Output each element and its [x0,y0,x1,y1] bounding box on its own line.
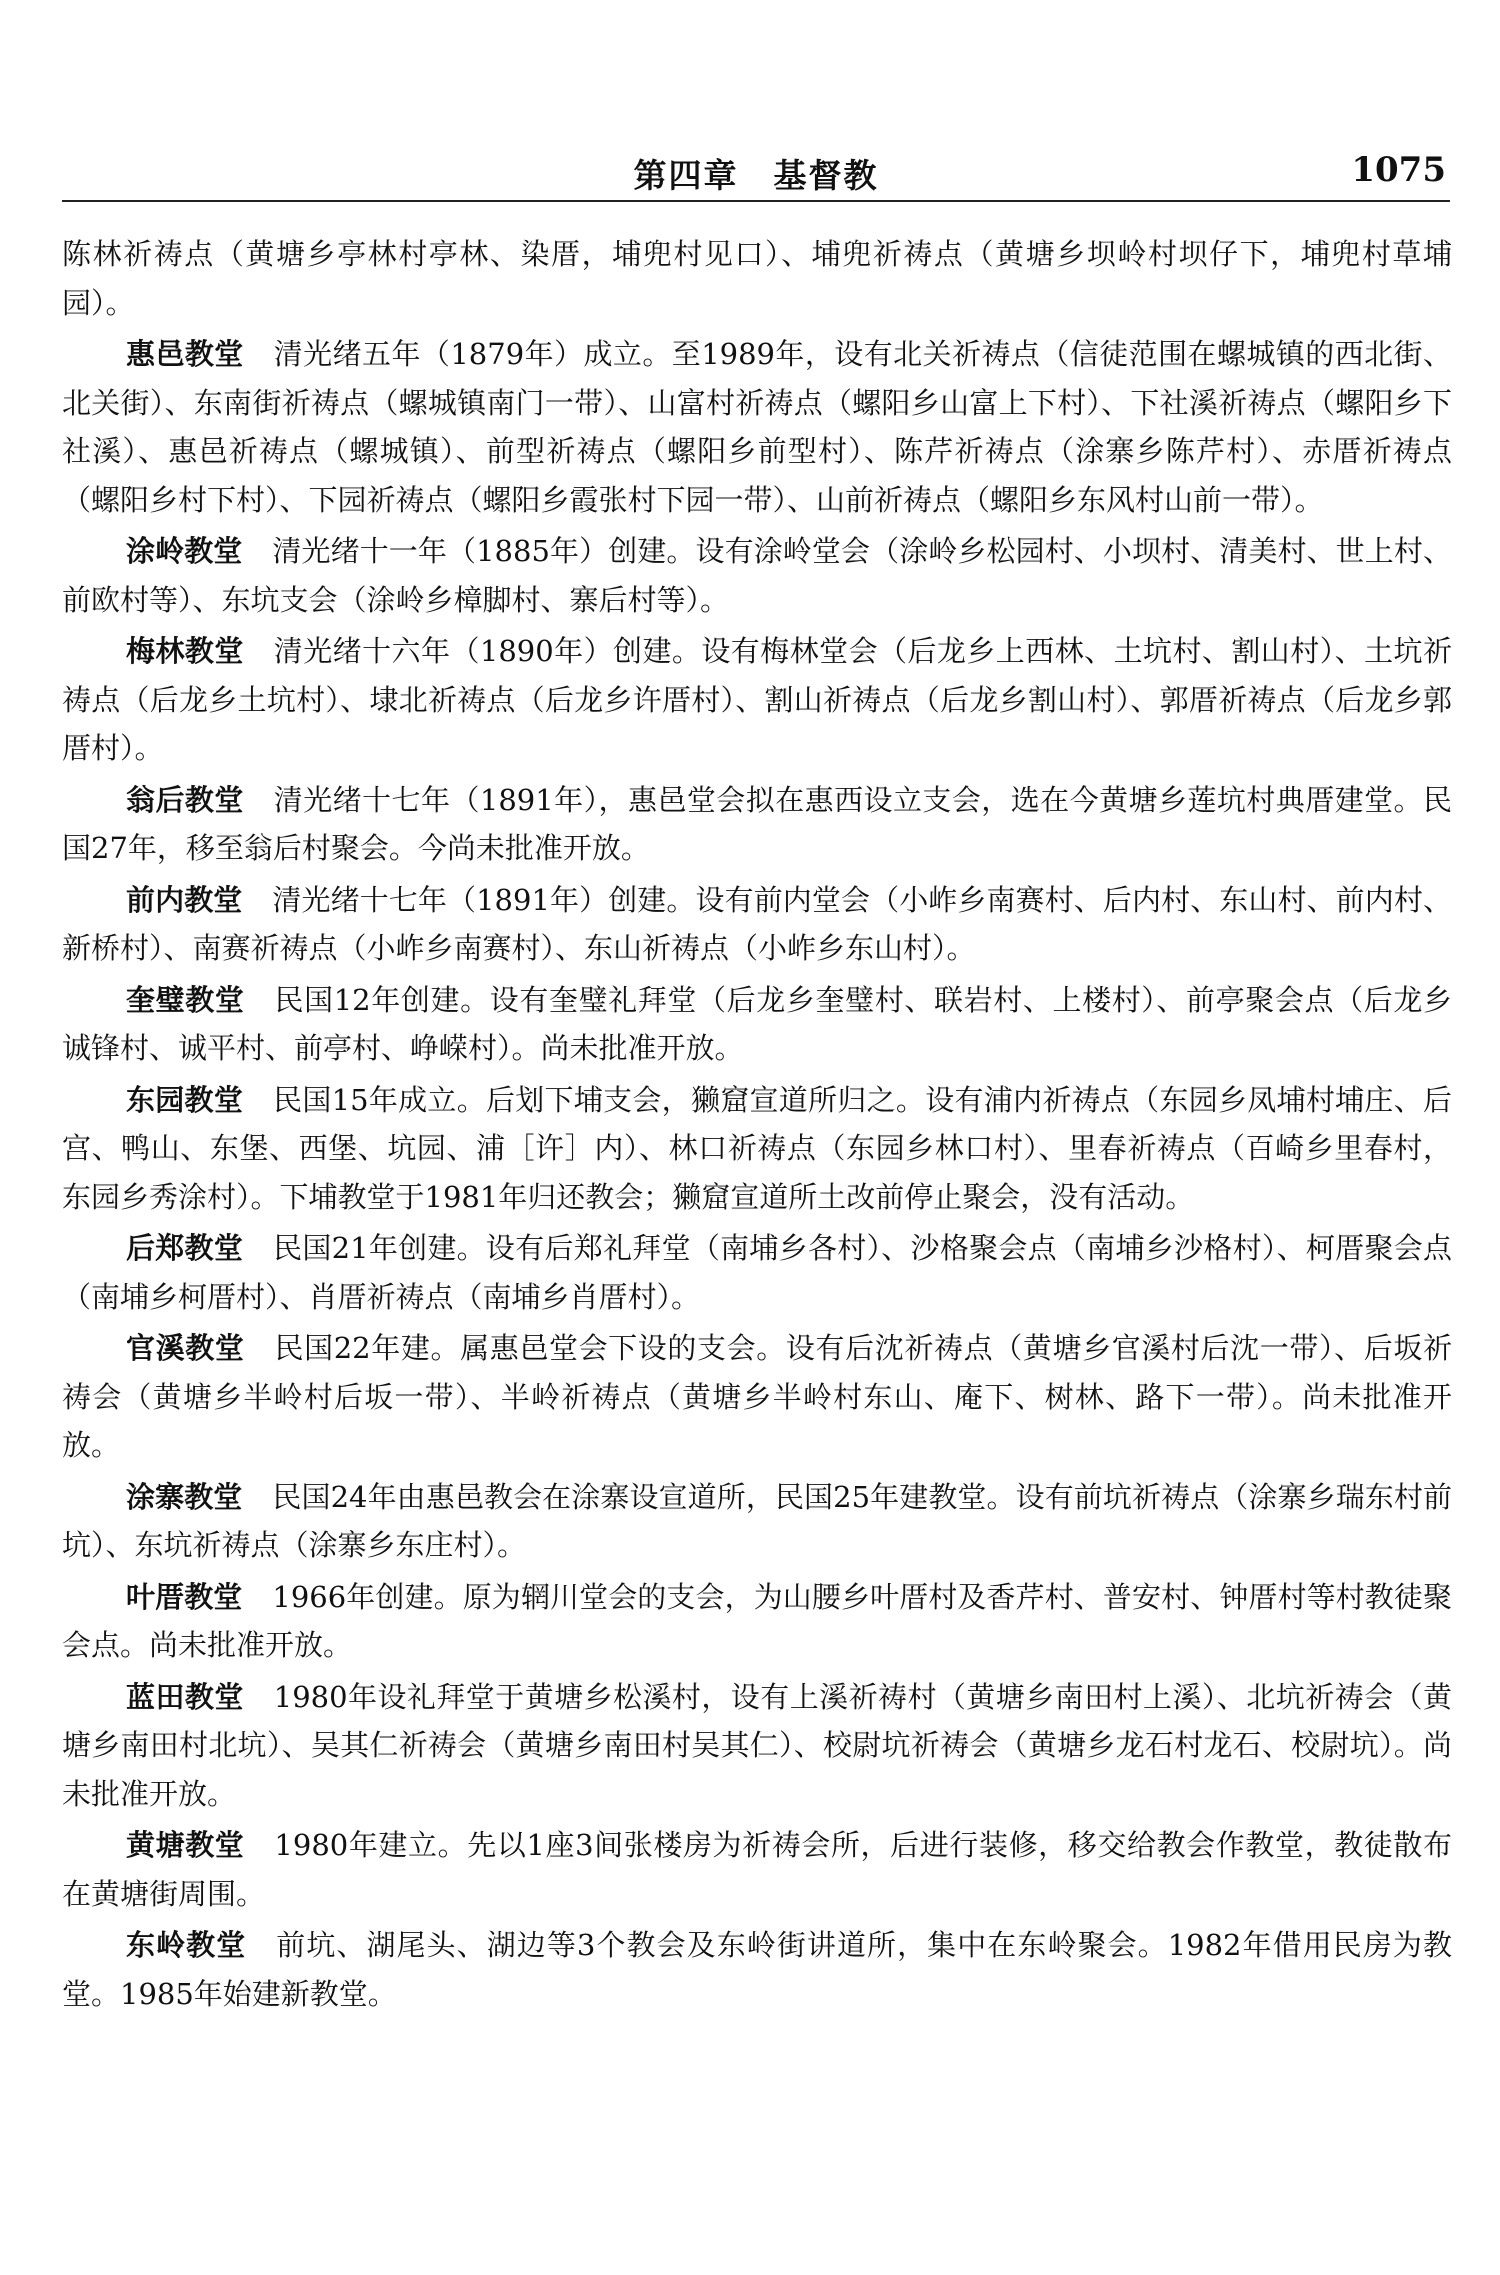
church-name: 官溪教堂 [126,1331,245,1365]
entry-text: 民国21年创建。设有后郑礼拜堂（南埔乡各村）、沙格聚会点（南埔乡沙格村）、柯厝聚会点（南埔乡柯厝村）、肖厝祈祷点（南埔乡肖厝村）。 [62,1231,1452,1314]
church-name: 东园教堂 [126,1082,244,1117]
entry-paragraph [62,1573,1452,1670]
entry-paragraph [62,1673,1452,1819]
church-name: 东岭教堂 [126,1928,247,1962]
entry-text: 清光绪十七年（1891年）创建。设有前内堂会（小岞乡南赛村、后内村、东山村、前内村、新桥村）、南赛祈祷点（小岞乡南赛村）、东山祈祷点（小岞乡东山村）。 [62,882,1452,965]
entry-text: 清光绪十六年（1890年）创建。设有梅林堂会（后龙乡上西林、土坑村、割山村）、土坑祈祷点（后龙乡土坑村）、埭北祈祷点（后龙乡许厝村）、割山祈祷点（后龙乡割山村）、郭厝祈祷点（后龙乡郭厝村）。 [62,634,1452,765]
entry-text: 清光绪十一年（1885年）创建。设有涂岭堂会（涂岭乡松园村、小坝村、清美村、世上村、前欧村等）、东坑支会（涂岭乡樟脚村、寨后村等）。 [62,534,1452,617]
entry-text: 民国12年创建。设有奎璧礼拜堂（后龙乡奎璧村、联岩村、上楼村）、前亭聚会点（后龙乡诚锋村、诚平村、前亭村、峥嵘村）。尚未批准开放。 [62,982,1452,1065]
entry-text: 清光绪十七年（1891年），惠邑堂会拟在惠西设立支会，选在今黄塘乡莲坑村典厝建堂。民国27年，移至翁后村聚会。今尚未批准开放。 [62,782,1452,865]
church-name: 后郑教堂 [126,1231,244,1265]
entry-text: 民国15年成立。后划下埔支会，獭窟宣道所归之。设有浦内祈祷点（东园乡凤埔村埔庄、后宫、鸭山、东堡、西堡、坑园、浦［许］内）、林口祈祷点（东园乡林口村）、里春祈祷点（百崎乡里春村，东园乡秀涂村）。下埔教堂于1981年归还教会；獭窟宣道所土改前停止聚会，没有活动。 [62,1082,1452,1214]
entry-text: 前坑、湖尾头、湖边等3个教会及东岭街讲道所，集中在东岭聚会。1982年借用民房为教堂。1985年始建新教堂。 [62,1928,1452,2011]
entry-paragraph [62,1324,1452,1470]
church-name: 蓝田教堂 [126,1679,244,1714]
entry-paragraph [62,1224,1452,1321]
entry-paragraph [62,776,1452,873]
entry-paragraph [62,876,1452,973]
church-name: 涂寨教堂 [126,1479,243,1514]
church-name: 梅林教堂 [126,634,244,668]
paragraph-continuation [62,230,1452,327]
church-name: 翁后教堂 [126,782,244,817]
body-text [62,230,1452,2021]
entry-paragraph [62,1473,1452,1570]
church-name: 惠邑教堂 [126,337,244,371]
entry-text: 民国22年建。属惠邑堂会下设的支会。设有后沈祈祷点（黄塘乡官溪村后沈一带）、后坂祈祷会（黄塘乡半岭村后坂一带）、半岭祈祷点（黄塘乡半岭村东山、庵下、树林、路下一带）。尚未批准开放。 [62,1331,1452,1462]
entry-paragraph [62,1076,1452,1222]
chapter-title: 第四章 基督教 [633,156,879,195]
page-header [62,140,1450,202]
entry-text: 民国24年由惠邑教会在涂寨设宣道所，民国25年建教堂。设有前坑祈祷点（涂寨乡瑞东村前坑）、东坑祈祷点（涂寨乡东庄村）。 [62,1479,1452,1562]
entry-paragraph [62,330,1452,524]
entry-paragraph [62,527,1452,624]
church-name: 黄塘教堂 [126,1828,245,1862]
page-number: 1075 [1351,150,1446,190]
paragraph-text: 陈林祈祷点（黄塘乡亭林村亭林、染厝，埔兜村见口）、埔兜祈祷点（黄塘乡坝岭村坝仔下，埔兜村草埔园）。 [62,237,1452,320]
entry-text: 1980年设礼拜堂于黄塘乡松溪村，设有上溪祈祷村（黄塘乡南田村上溪）、北坑祈祷会（黄塘乡南田村北坑）、吴其仁祈祷会（黄塘乡南田村吴其仁）、校尉坑祈祷会（黄塘乡龙石村龙石、校尉坑）。尚未批准开放。 [62,1679,1452,1811]
church-name: 叶厝教堂 [126,1579,243,1614]
entry-paragraph [62,1921,1452,2018]
church-name: 涂岭教堂 [126,534,243,568]
entry-paragraph [62,976,1452,1073]
entry-text: 1980年建立。先以1座3间张楼房为祈祷会所，后进行装修，移交给教会作教堂，教徒散布在黄塘街周围。 [62,1828,1452,1911]
entry-paragraph [62,627,1452,773]
church-name: 奎璧教堂 [126,982,245,1017]
entry-text: 清光绪五年（1879年）成立。至1989年，设有北关祈祷点（信徒范围在螺城镇的西北街、北关街）、东南街祈祷点（螺城镇南门一带）、山富村祈祷点（螺阳乡山富上下村）、下社溪祈祷点（螺阳乡下社溪）、惠邑祈祷点（螺城镇）、前型祈祷点（螺阳乡前型村）、陈芹祈祷点（涂寨乡陈芹村）、赤厝祈祷点（螺阳乡村下村）、下园祈祷点（螺阳乡霞张村下园一带）、山前祈祷点（螺阳乡东风村山前一带）。 [62,337,1452,517]
entry-text: 1966年创建。原为辋川堂会的支会，为山腰乡叶厝村及香芹村、普安村、钟厝村等村教徒聚会点。尚未批准开放。 [62,1579,1452,1662]
church-name: 前内教堂 [126,882,243,917]
entry-paragraph [62,1821,1452,1918]
